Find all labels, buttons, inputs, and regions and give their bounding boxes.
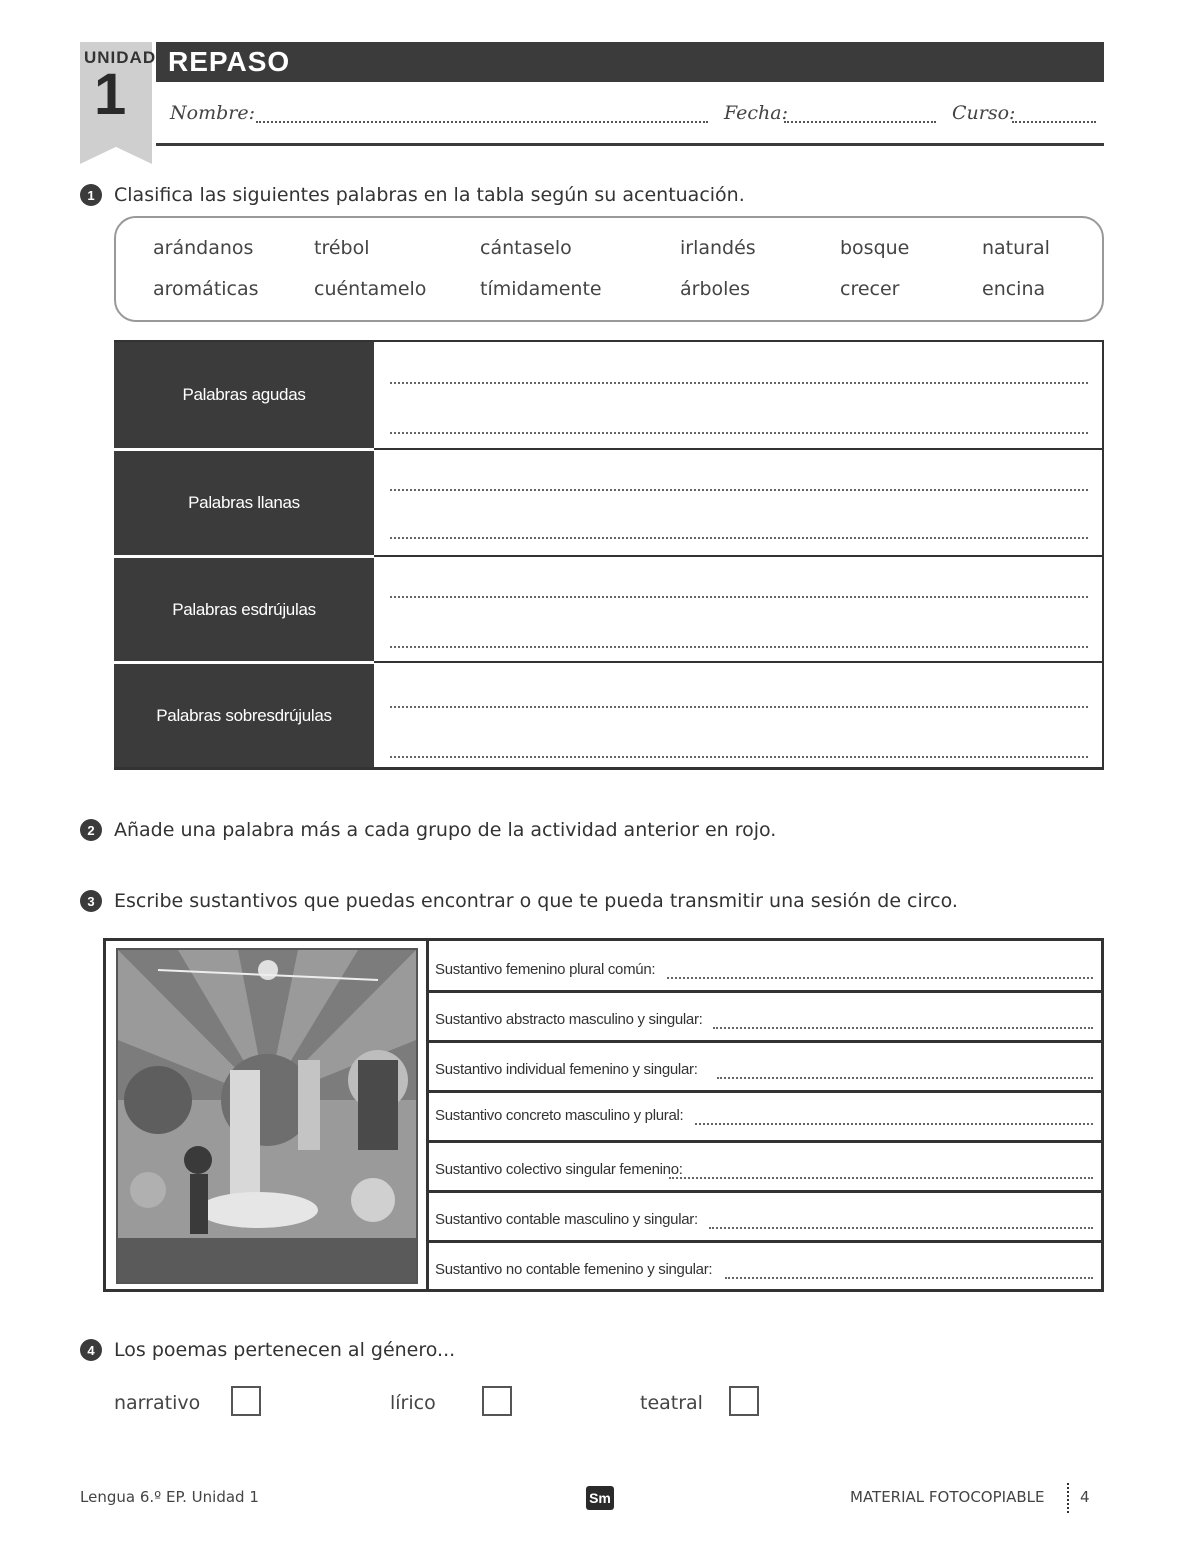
answer-line[interactable] — [390, 706, 1088, 708]
course-label: Curso: — [952, 102, 1016, 124]
answer-line[interactable] — [709, 1227, 1093, 1229]
word: trébol — [314, 237, 370, 259]
date-field[interactable] — [784, 121, 936, 123]
unit-label: UNIDAD — [84, 48, 157, 67]
answer-line[interactable] — [390, 646, 1088, 648]
noun-label: Sustantivo colectivo singular femenino: — [435, 1161, 683, 1178]
word: cántaselo — [480, 237, 572, 259]
exercise-3-heading — [80, 890, 958, 912]
option-lirico-checkbox[interactable] — [482, 1386, 512, 1416]
answer-area[interactable] — [374, 664, 1102, 767]
noun-row[interactable] — [429, 1141, 1101, 1191]
word: tímidamente — [480, 278, 602, 300]
option-narrativo-label: narrativo — [114, 1392, 201, 1414]
answer-line[interactable] — [667, 977, 1093, 979]
noun-label: Sustantivo no contable femenino y singular: — [435, 1261, 713, 1278]
row-divider — [374, 448, 1102, 450]
exercise-number: 2 — [80, 819, 102, 841]
answer-line[interactable] — [390, 756, 1088, 758]
header-rule — [156, 143, 1104, 146]
exercise-instruction: Escribe sustantivos que puedas encontrar o que te pueda transmitir una sesión de circo. — [114, 890, 958, 912]
word: natural — [982, 237, 1050, 259]
answer-line[interactable] — [669, 1177, 1093, 1179]
answer-line[interactable] — [695, 1123, 1093, 1125]
footer-course: Lengua 6.º EP. Unidad 1 — [80, 1488, 259, 1506]
exercise-instruction: Los poemas pertenecen al género... — [114, 1339, 456, 1361]
word: irlandés — [680, 237, 756, 259]
noun-row[interactable] — [429, 1241, 1101, 1289]
answer-line[interactable] — [390, 537, 1088, 539]
exercise-number: 4 — [80, 1339, 102, 1361]
course-field[interactable] — [1012, 121, 1096, 123]
noun-row[interactable] — [429, 1041, 1101, 1091]
noun-row[interactable] — [429, 1191, 1101, 1241]
noun-label: Sustantivo contable masculino y singular: — [435, 1211, 698, 1228]
row-divider — [374, 661, 1102, 663]
exercise-4-heading — [80, 1339, 455, 1361]
circus-scene-image — [118, 950, 416, 1282]
page-title: REPASO — [168, 46, 291, 77]
exercise-instruction: Clasifica las siguientes palabras en la tabla según su acentuación. — [114, 184, 745, 206]
option-lirico-label: lírico — [390, 1392, 436, 1414]
table-row — [114, 451, 1102, 555]
option-teatral-checkbox[interactable] — [729, 1386, 759, 1416]
page-number: 4 — [1080, 1488, 1090, 1506]
name-field[interactable] — [256, 121, 708, 123]
row-label: Palabras esdrújulas — [114, 558, 374, 661]
answer-line[interactable] — [717, 1077, 1093, 1079]
exercise-number: 3 — [80, 890, 102, 912]
word: crecer — [840, 278, 900, 300]
noun-row[interactable] — [429, 1091, 1101, 1141]
row-label: Palabras sobresdrújulas — [114, 664, 374, 767]
word-box — [114, 216, 1104, 322]
answer-area[interactable] — [374, 342, 1102, 448]
row-label: Palabras llanas — [114, 451, 374, 555]
name-label: Nombre: — [170, 102, 255, 124]
row-divider — [374, 555, 1102, 557]
exercise-instruction: Añade una palabra más a cada grupo de la actividad anterior en rojo. — [114, 819, 777, 841]
word: bosque — [840, 237, 910, 259]
answer-line[interactable] — [390, 596, 1088, 598]
word: encina — [982, 278, 1046, 300]
table-row — [114, 664, 1102, 767]
answer-area[interactable] — [374, 451, 1102, 555]
footer-separator — [1067, 1483, 1069, 1513]
word: cuéntamelo — [314, 278, 427, 300]
classification-table — [114, 340, 1104, 770]
title-bar — [156, 42, 1104, 82]
exercise-number: 1 — [80, 184, 102, 206]
noun-label: Sustantivo abstracto masculino y singular: — [435, 1011, 703, 1028]
row-label: Palabras agudas — [114, 342, 374, 448]
word: árboles — [680, 278, 751, 300]
answer-line[interactable] — [725, 1277, 1093, 1279]
answer-line[interactable] — [390, 382, 1088, 384]
date-label: Fecha: — [724, 102, 788, 124]
option-narrativo-checkbox[interactable] — [231, 1386, 261, 1416]
answer-line[interactable] — [390, 432, 1088, 434]
noun-row[interactable] — [429, 941, 1101, 991]
unit-number: 1 — [94, 62, 127, 127]
answer-area[interactable] — [374, 558, 1102, 661]
noun-label: Sustantivo femenino plural común: — [435, 961, 656, 978]
noun-label: Sustantivo individual femenino y singular: — [435, 1061, 698, 1078]
noun-row[interactable] — [429, 991, 1101, 1041]
option-teatral-label: teatral — [640, 1392, 703, 1414]
table-row — [114, 342, 1102, 448]
exercise-1-heading — [80, 184, 745, 206]
word: arándanos — [153, 237, 254, 259]
table-row — [114, 558, 1102, 661]
exercise-2-heading — [80, 819, 776, 841]
circus-illustration — [116, 948, 418, 1284]
footer-copy-notice: MATERIAL FOTOCOPIABLE — [850, 1488, 1045, 1506]
circus-exercise-box — [103, 938, 1104, 1292]
publisher-logo: Sm — [586, 1486, 614, 1510]
answer-line[interactable] — [390, 489, 1088, 491]
answer-line[interactable] — [713, 1027, 1093, 1029]
word: aromáticas — [153, 278, 259, 300]
noun-label: Sustantivo concreto masculino y plural: — [435, 1107, 684, 1124]
